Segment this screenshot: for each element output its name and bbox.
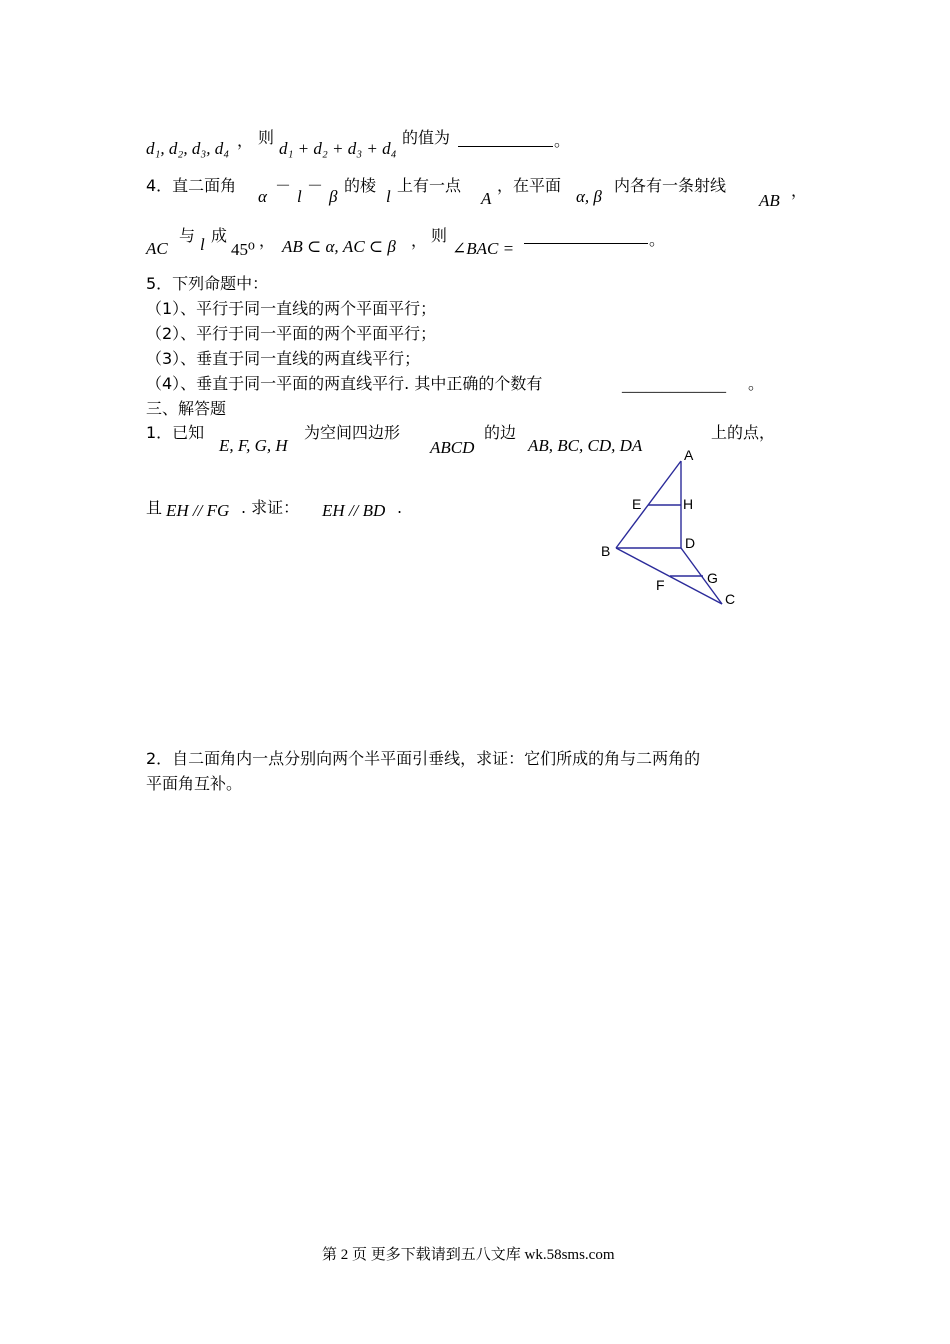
- section-title: 三、解答题: [146, 399, 227, 418]
- label-f: F: [656, 577, 665, 593]
- q4-point-a: A: [481, 189, 492, 208]
- q4-point-text: 上有一点: [397, 176, 462, 195]
- q4-in-planes: ，在平面: [497, 176, 562, 195]
- p2-line-1: 2．自二面角内一点分别向两个半平面引垂线，求证：它们所成的角与二两角的: [146, 749, 701, 768]
- q4-edge-text: 的棱: [344, 176, 377, 195]
- q3-answer-blank: [458, 146, 553, 147]
- q4-dash2: －: [307, 176, 324, 195]
- q4-alpha: α: [258, 187, 267, 206]
- p1-goal: EH // BD: [322, 501, 386, 520]
- p1-condition: EH // FG: [166, 501, 230, 520]
- q4-comma3: ，: [411, 231, 428, 250]
- q3-value-is: 的值为: [402, 128, 451, 147]
- q4-bac: ∠BAC =: [452, 239, 515, 258]
- q5-end: 。: [748, 374, 765, 393]
- q4-ab: AB: [759, 191, 780, 210]
- q4-end: 。: [649, 230, 666, 249]
- q5-item-1: （1）、平行于同一直线的两个平面平行；: [146, 299, 437, 318]
- q4-ac: AC: [146, 239, 168, 258]
- q5-item-4: （4）、垂直于同一平面的两直线平行. 其中正确的个数有: [146, 374, 543, 393]
- label-a: A: [684, 447, 694, 463]
- p1-prove: . 求证：: [241, 498, 300, 517]
- q4-beta: β: [329, 187, 338, 206]
- q4-rays-text: 内各有一条射线: [614, 176, 727, 195]
- q4-l2: l: [386, 187, 391, 206]
- q4-dash1: －: [275, 176, 292, 195]
- q5-title: 5．下列命题中：: [146, 274, 269, 293]
- q3-then: 则: [258, 128, 275, 147]
- p1-efgh: E, F, G, H: [219, 436, 288, 455]
- p1-sides: 的边: [484, 423, 517, 442]
- label-c: C: [725, 591, 736, 607]
- p1-abcd: ABCD: [430, 438, 475, 457]
- q4-number: 4．直二面角: [146, 176, 237, 195]
- q4-alpha-beta: α, β: [576, 187, 602, 206]
- label-b: B: [601, 543, 611, 559]
- q4-l3: l: [200, 235, 205, 254]
- q3-sum: d₁ + d₂ + d₃ + d₄: [279, 139, 397, 158]
- label-g: G: [707, 570, 718, 586]
- q4-l: l: [297, 187, 302, 206]
- p2-line-2: 平面角互补。: [146, 774, 243, 793]
- q4-answer-blank: [524, 243, 648, 244]
- q4-subset: AB ⊂ α, AC ⊂ β: [282, 237, 396, 256]
- p1-and: 且: [146, 498, 163, 517]
- label-h: H: [683, 496, 694, 512]
- label-e: E: [632, 496, 642, 512]
- q4-comma: ，: [791, 181, 808, 200]
- q4-angle: 45⁰: [231, 240, 255, 259]
- q3-comma: ，: [237, 131, 254, 150]
- q4-forms: 成: [211, 226, 228, 245]
- p1-number: 1．已知: [146, 423, 205, 442]
- quadrilateral-figure: [590, 440, 750, 615]
- page-footer: 第 2 页 更多下载请到五八文库 wk.58sms.com: [322, 1247, 615, 1263]
- q5-item-2: （2）、平行于同一平面的两个平面平行；: [146, 324, 437, 343]
- q5-item-3: （3）、垂直于同一直线的两直线平行；: [146, 349, 421, 368]
- q4-comma2: ，: [259, 231, 276, 250]
- p1-dot: .: [397, 498, 403, 517]
- q4-with: 与: [179, 226, 196, 245]
- p1-on-points: 上的点，: [711, 423, 776, 442]
- p1-is-quad: 为空间四边形: [304, 423, 401, 442]
- q4-then: 则: [431, 226, 448, 245]
- q3-end: 。: [554, 131, 571, 150]
- q3-vars: d₁, d₂, d₃, d₄: [146, 139, 230, 158]
- q5-answer-blank: _____________: [622, 374, 726, 393]
- label-d: D: [685, 535, 696, 551]
- p1-sides-list: AB, BC, CD, DA: [528, 436, 643, 455]
